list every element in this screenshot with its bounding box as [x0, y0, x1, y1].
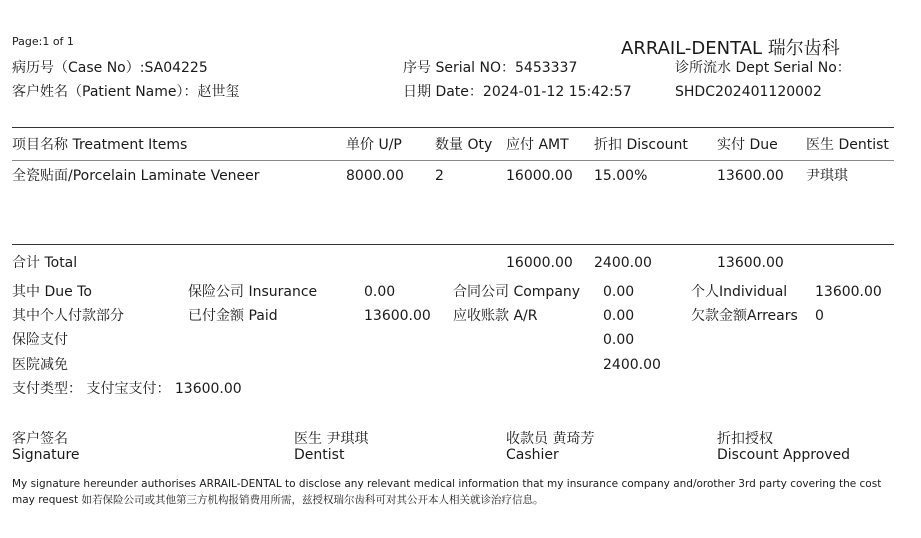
- patient-name: 客户姓名（Patient Name）：赵世玺: [12, 84, 240, 100]
- column-header: 项目名称 Treatment Items: [12, 137, 188, 153]
- arrears-value: 0: [815, 308, 824, 324]
- total-discount: 2400.00: [594, 255, 652, 271]
- hospital-waiver-label: 医院减免: [12, 357, 68, 373]
- divider: [12, 127, 894, 128]
- column-header: 医生 Dentist: [806, 137, 889, 153]
- paid-value: 13600.00: [364, 308, 431, 324]
- brand-title: ARRAIL-DENTAL 瑞尔齿科: [621, 38, 840, 59]
- arrears-label: 欠款金额Arrears: [691, 308, 798, 324]
- insurance-payment-value: 0.00: [603, 332, 635, 348]
- due-to-label: 其中 Due To: [12, 284, 92, 300]
- dentist-sign-cn: 医生 尹琪琪: [294, 431, 369, 447]
- hospital-waiver-value: 2400.00: [603, 357, 661, 373]
- dept-serial-value: SHDC202401120002: [675, 84, 822, 100]
- column-header: 实付 Due: [717, 137, 778, 153]
- dentist-sign-en: Dentist: [294, 447, 345, 463]
- column-header: 数量 Oty: [435, 137, 493, 153]
- payment-type: 支付类型： 支付宝支付： 13600.00: [12, 381, 242, 397]
- invoice-date: 日期 Date：2024-01-12 15:42:57: [403, 84, 632, 100]
- insurance-label: 保险公司 Insurance: [188, 284, 318, 300]
- signature-label-cn: 客户签名: [12, 431, 68, 447]
- ar-value: 0.00: [603, 308, 635, 324]
- table-cell-due: 13600.00: [717, 168, 784, 184]
- total-label: 合计 Total: [12, 255, 78, 271]
- individual-label: 个人Individual: [691, 284, 788, 300]
- table-cell-discount: 15.00%: [594, 168, 648, 184]
- insurance-value: 0.00: [364, 284, 396, 300]
- personal-payment-label: 其中个人付款部分: [12, 308, 124, 324]
- page-indicator: Page:1 of 1: [12, 35, 74, 48]
- serial-number: 序号 Serial NO：5453337: [403, 60, 578, 76]
- paid-label: 已付金额 Paid: [188, 308, 278, 324]
- table-cell-amount: 16000.00: [506, 168, 573, 184]
- individual-value: 13600.00: [815, 284, 882, 300]
- cashier-sign-cn: 收款员 黄琦芳: [506, 431, 595, 447]
- company-value: 0.00: [603, 284, 635, 300]
- insurance-payment-label: 保险支付: [12, 332, 68, 348]
- total-amount: 16000.00: [506, 255, 573, 271]
- divider: [12, 160, 894, 161]
- table-cell-unit-price: 8000.00: [346, 168, 404, 184]
- dept-serial-label: 诊所流水 Dept Serial No：: [675, 60, 851, 76]
- column-header: 应付 AMT: [506, 137, 569, 153]
- case-number: 病历号（Case No）:SA04225: [12, 60, 208, 76]
- discount-approval-en: Discount Approved: [717, 447, 851, 463]
- table-cell-item: 全瓷贴面/Porcelain Laminate Veneer: [12, 168, 260, 184]
- disclaimer-line-1: My signature hereunder authorises ARRAIL-DENTAL to disclose any relevant medical information that my insurance company and/orother 3rd party covering the cost: [12, 478, 882, 490]
- cashier-sign-en: Cashier: [506, 447, 559, 463]
- signature-label-en: Signature: [12, 447, 80, 463]
- discount-approval-cn: 折扣授权: [717, 431, 773, 447]
- ar-label: 应收账款 A/R: [453, 308, 538, 324]
- column-header: 折扣 Discount: [594, 137, 688, 153]
- table-cell-qty: 2: [435, 168, 444, 184]
- disclaimer-line-2: may request 如若保险公司或其他第三方机构报销费用所需，兹授权瑞尔齿科可对其公开本人相关就诊治疗信息。: [12, 494, 544, 506]
- total-due: 13600.00: [717, 255, 784, 271]
- column-header: 单价 U/P: [346, 137, 402, 153]
- divider: [12, 244, 894, 245]
- table-cell-dentist: 尹琪琪: [806, 168, 848, 184]
- company-label: 合同公司 Company: [453, 284, 581, 300]
